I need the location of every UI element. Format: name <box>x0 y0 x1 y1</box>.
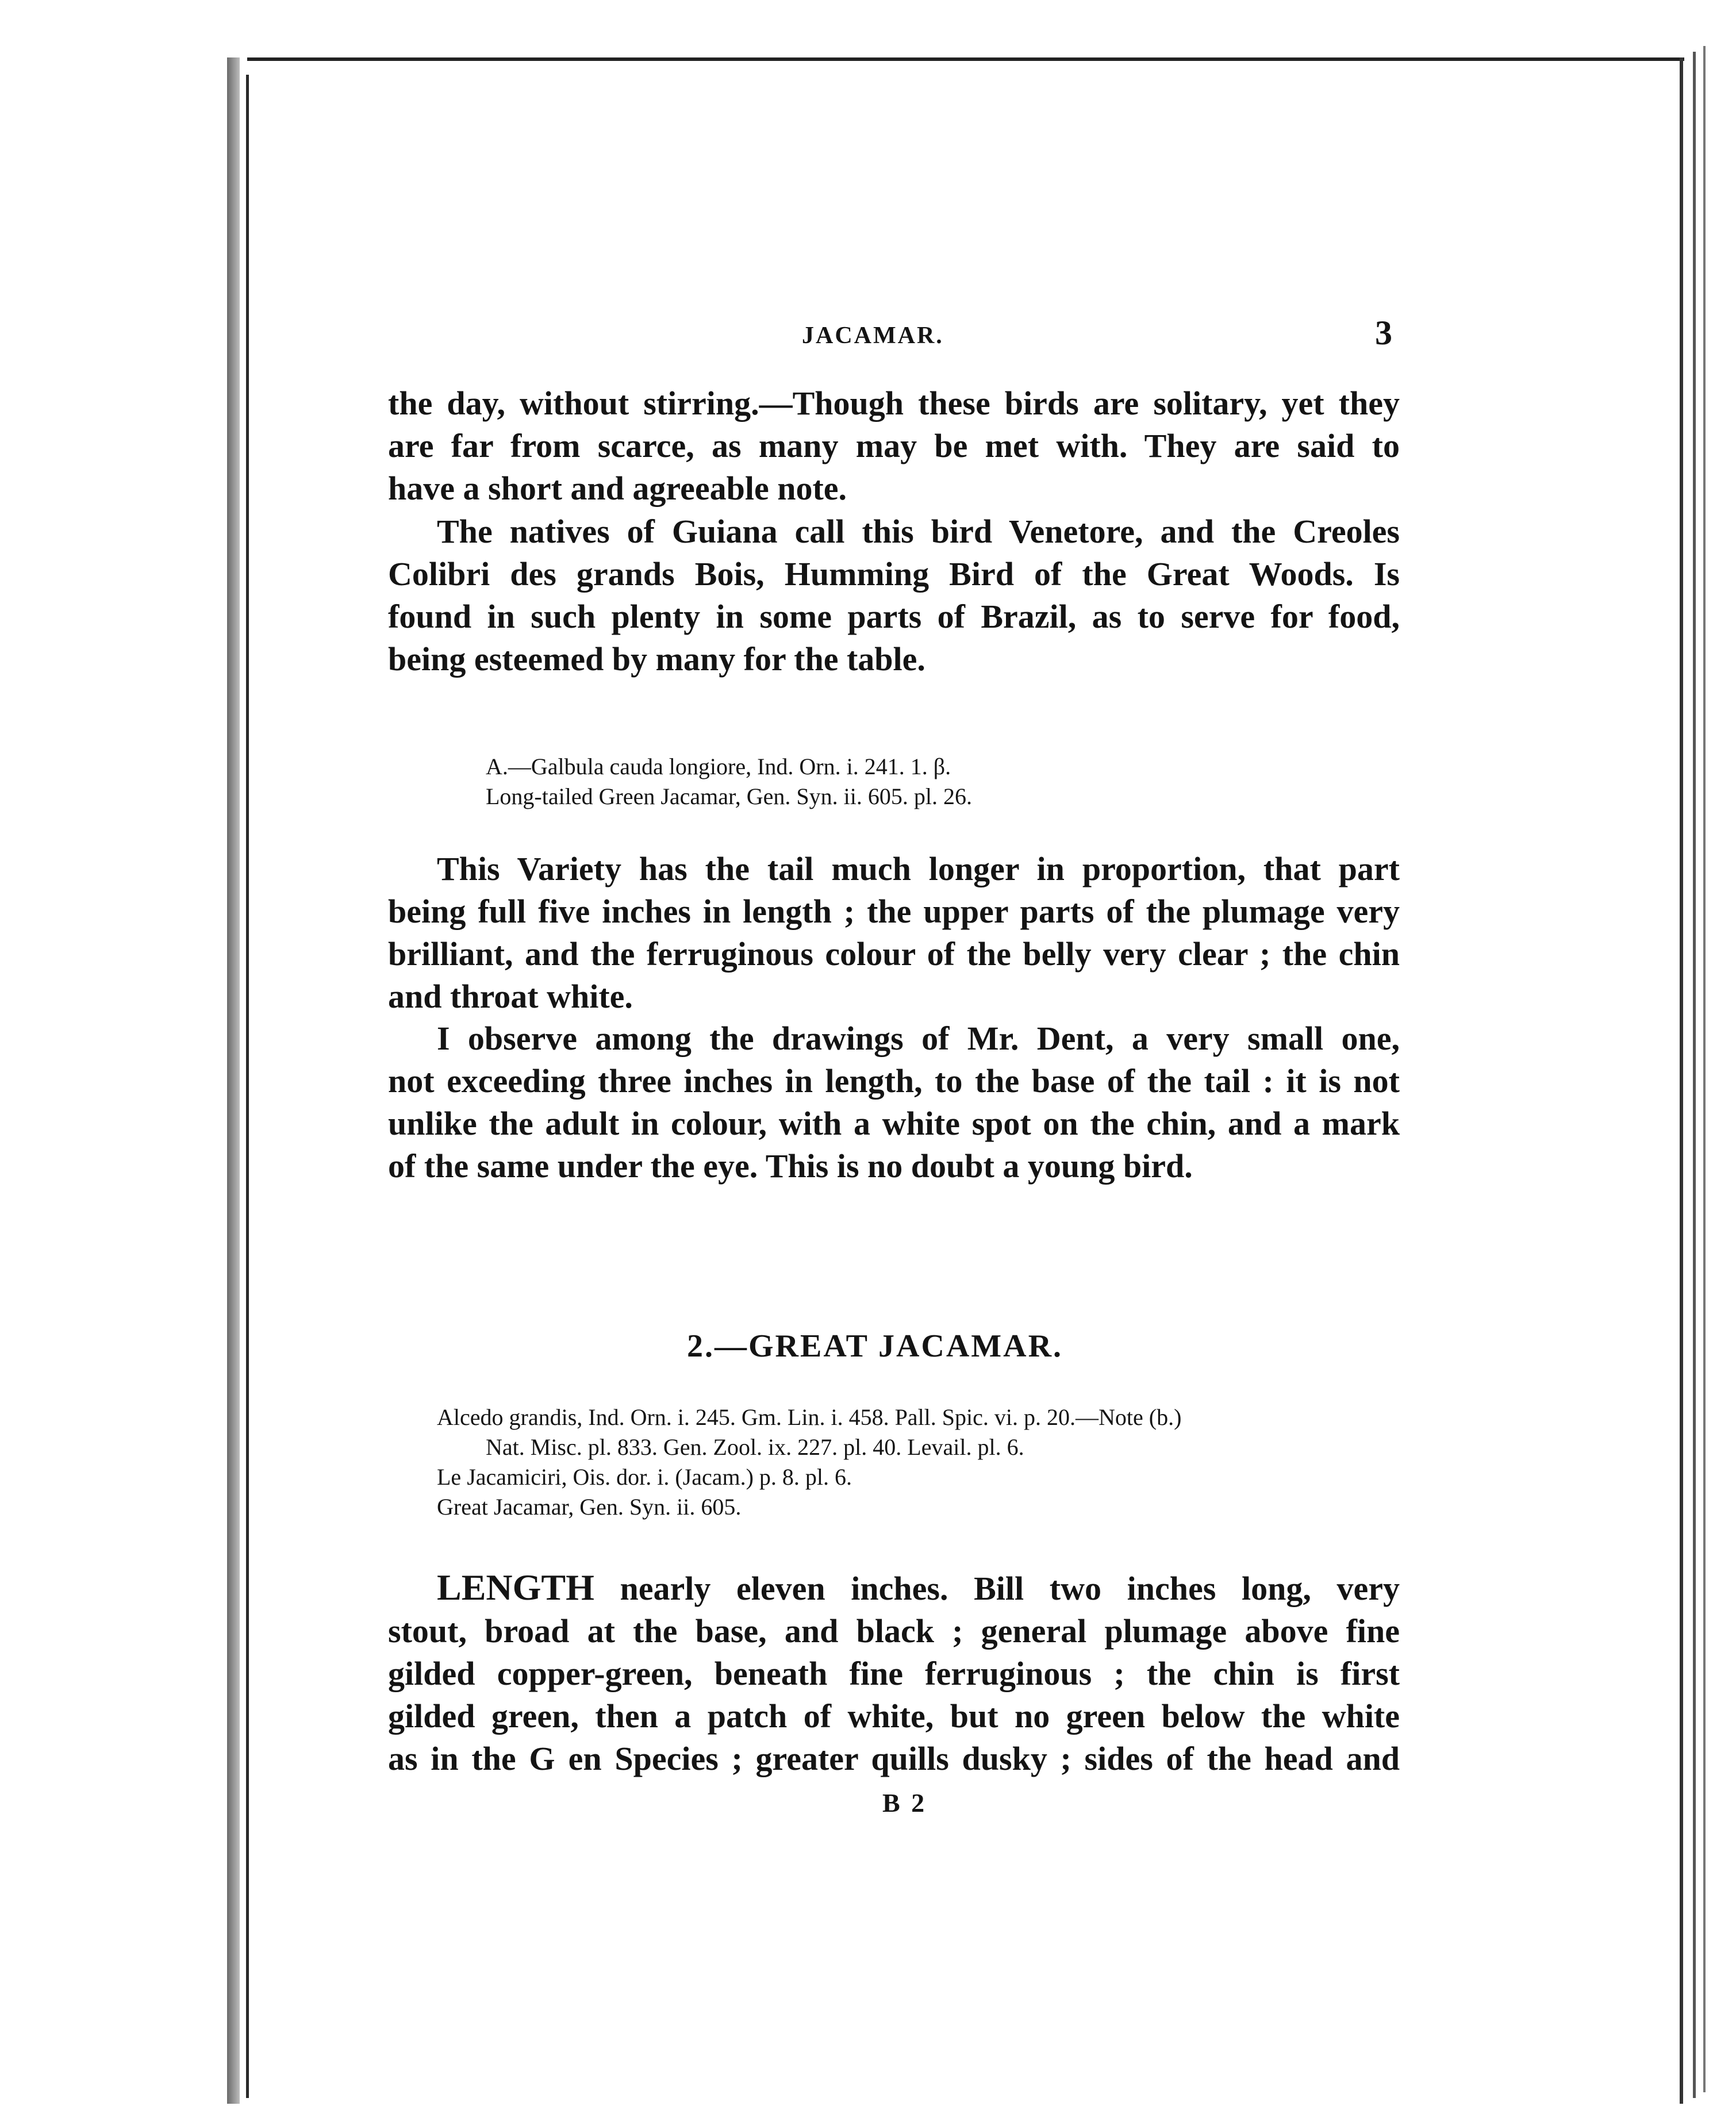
text-line-rest: nearly eleven inches. Bill two inches long, very <box>594 1570 1400 1607</box>
text-line: unlike the adult in colour, with a white spot on the chin, and a mark <box>388 1105 1400 1142</box>
text-line: the day, without stirring.—Though these birds are solitary, yet they <box>388 385 1400 422</box>
text-line: gilded green, then a patch of white, but no green below the white <box>388 1697 1400 1735</box>
variety-citation <box>486 752 972 812</box>
text-line: found in such plenty in some parts of Brazil, as to serve for food, <box>388 598 1400 635</box>
text-line <box>388 1566 1400 1610</box>
text-line: The natives of Guiana call this bird Venetore, and the Creoles <box>437 513 1400 550</box>
synonymy-line: Nat. Misc. pl. 833. Gen. Zool. ix. 227. pl. 40. Levail. pl. 6. <box>486 1434 1024 1460</box>
synonymy-line: Le Jacamiciri, Ois. dor. i. (Jacam.) p. 8. pl. 6. <box>437 1464 852 1490</box>
paragraph-habits <box>388 382 1400 510</box>
text-line: I observe among the drawings of Mr. Dent, a very small one, <box>437 1020 1400 1057</box>
text-line: of the same under the eye. This is no doubt a young bird. <box>388 1147 1193 1185</box>
section-title: 2.—GREAT JACAMAR. <box>687 1328 1063 1364</box>
text-line: This Variety has the tail much longer in proportion, that part <box>437 850 1400 887</box>
running-head: JACAMAR. <box>802 322 944 349</box>
citation-line: Long-tailed Green Jacamar, Gen. Syn. ii. 605. pl. 26. <box>486 783 972 809</box>
page-number: 3 <box>1375 314 1392 352</box>
text-line: stout, broad at the base, and black ; general plumage above fine <box>388 1612 1400 1650</box>
text-line: Colibri des grands Bois, Humming Bird of the Great Woods. Is <box>388 555 1400 593</box>
text-line: have a short and agreeable note. <box>388 470 847 507</box>
text-line: being full five inches in length ; the upper parts of the plumage very <box>388 893 1400 930</box>
text-line: not exceeding three inches in length, to the base of the tail : it is not <box>388 1062 1400 1100</box>
citation-line: A.—Galbula cauda longiore, Ind. Orn. i. 241. 1. β. <box>486 754 951 779</box>
paragraph-description <box>388 1566 1400 1780</box>
text-line: being esteemed by many for the table. <box>388 640 925 678</box>
text-line: are far from scarce, as many may be met with. They are said to <box>388 427 1400 464</box>
paragraph-variety <box>388 848 1400 1018</box>
paragraph-names <box>388 510 1400 681</box>
text-line: brilliant, and the ferruginous colour of the belly very clear ; the chin <box>388 935 1400 973</box>
synonymy-line: Great Jacamar, Gen. Syn. ii. 605. <box>437 1494 742 1520</box>
signature-mark: B 2 <box>882 1788 927 1818</box>
text-line: as in the G en Species ; greater quills dusky ; sides of the head and <box>388 1740 1400 1777</box>
synonymy-block <box>437 1403 1181 1522</box>
paragraph-young-bird <box>388 1017 1400 1188</box>
text-line: and throat white. <box>388 978 633 1015</box>
synonymy-line: Alcedo grandis, Ind. Orn. i. 245. Gm. Lin. i. 458. Pall. Spic. vi. p. 20.—Note (b.) <box>437 1404 1182 1430</box>
text-line: gilded copper-green, beneath fine ferruginous ; the chin is first <box>388 1655 1400 1692</box>
lead-word: LENGTH <box>437 1567 594 1608</box>
